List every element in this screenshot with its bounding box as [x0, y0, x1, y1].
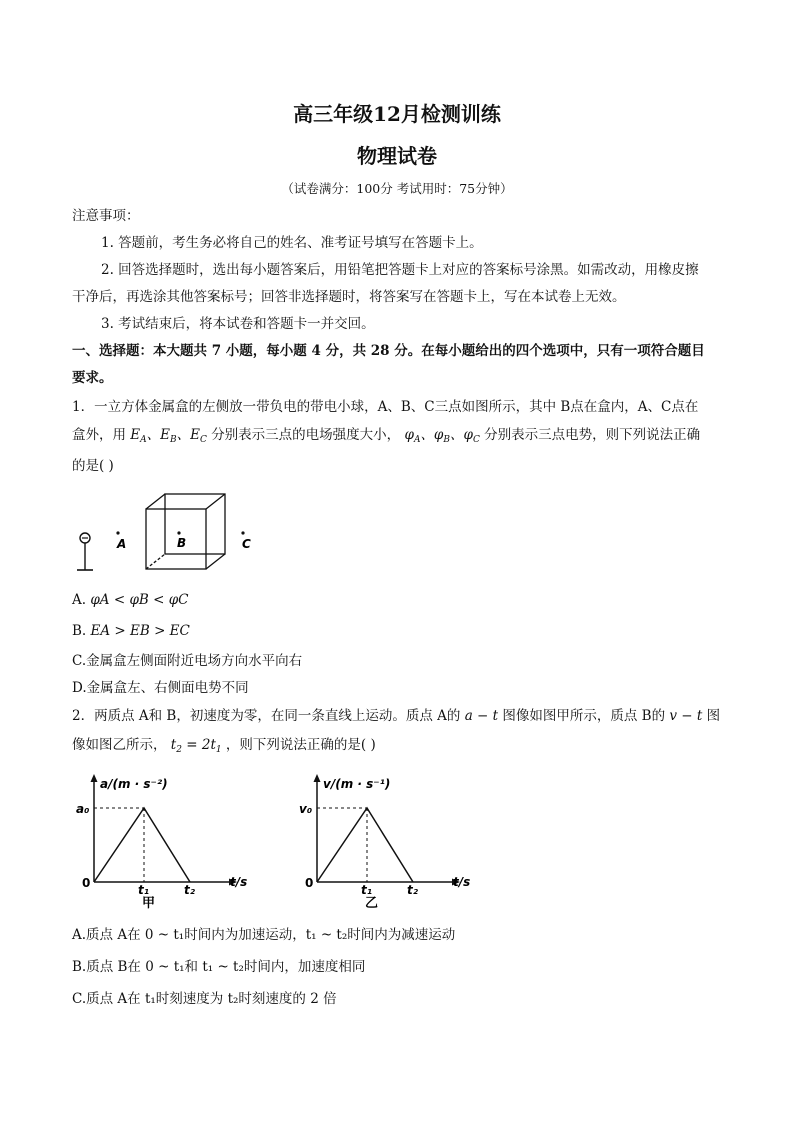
q1-stem-part-c: 分别表示三点电势，则下列说法正确 — [484, 427, 701, 443]
q1-option-d: D.金属盒左、右侧面电势不同 — [72, 680, 249, 696]
q2-option-b: B.质点 B在 0 ~ t₁和 t₁ ~ t₂时间内，加速度相同 — [72, 959, 366, 975]
point-a-label: A — [117, 537, 127, 551]
q1-figure — [70, 490, 270, 590]
q2-graph-a — [72, 770, 262, 910]
graph-a-xlabel: t/s — [230, 875, 248, 889]
q1-option-a: A. φA < φB < φC — [72, 592, 189, 608]
q1-stem-line1: 1．一立方体金属盒的左侧放一带负电的带电小球，A、B、C三点如图所示，其中 B点在盒内，A、C点在 — [72, 399, 699, 415]
notice-item-1: 1. 答题前，考生务必将自己的姓名、准考证号填写在答题卡上。 — [101, 235, 483, 251]
point-b-dot — [177, 531, 180, 534]
graph-a-t2: t₂ — [184, 883, 195, 897]
graph-a-curve — [94, 808, 190, 882]
q2-stem-line1: 2．两质点 A和 B，初速度为零，在同一条直线上运动。质点 A的 a − t 图像如图甲所示，质点 B的 v − t 图 — [72, 708, 721, 724]
q1-stem-part-b: 分别表示三点的电场强度大小， — [211, 427, 401, 443]
q2-option-c: C.质点 A在 t₁时刻速度为 t₂时刻速度的 2 倍 — [72, 991, 337, 1007]
point-b-label: B — [177, 536, 187, 550]
notice-heading: 注意事项： — [72, 208, 140, 224]
exam-title: 高三年级12月检测训练 — [293, 102, 501, 126]
notice-item-2: 2. 回答选择题时，选出每小题答案后，用铅笔把答题卡上对应的答案标号涂黑。如需改动，用橡皮擦 — [101, 262, 699, 278]
graph-b-curve — [317, 808, 413, 882]
graph-b-origin: 0 — [305, 876, 314, 890]
graph-b-peak-label: v₀ — [299, 802, 313, 816]
graph-a-peak-label: a₀ — [76, 802, 90, 816]
graph-a-ylabel: a/(m · s⁻²) — [100, 777, 168, 791]
exam-subject: 物理试卷 — [357, 144, 437, 168]
graph-a-caption: 甲 — [142, 896, 156, 910]
graph-a-origin: 0 — [82, 876, 91, 890]
q1-stem-line3: 的是( ) — [72, 458, 114, 474]
q1-option-c: C.金属盒左侧面附近电场方向水平向右 — [72, 653, 303, 669]
metal-box-cube — [146, 494, 225, 569]
section-heading-cont: 要求。 — [72, 370, 113, 386]
q2-stem-line2: 像如图乙所示， $t_2 = 2t_1$ ，则下列说法正确的是( ) — [72, 737, 376, 755]
q1-option-b: B. EA > EB > EC — [72, 623, 190, 639]
q1-stem-part-a: 盒外，用 — [72, 427, 126, 443]
notice-item-3: 3. 考试结束后，将本试卷和答题卡一并交回。 — [101, 316, 375, 332]
graph-b-t2: t₂ — [407, 883, 418, 897]
charged-ball-stand-icon — [77, 533, 93, 570]
q1-stem-line2: 盒外，用 $E_A$、$E_B$、$E_C$ 分别表示三点的电场强度大小， $\varphi_A$、$\varphi_B$、$\varphi_C$ 分别表示三点电势，则下列说法正确 — [72, 427, 701, 445]
graph-b-ylabel: v/(m · s⁻¹) — [323, 777, 391, 791]
q2-option-a: A.质点 A在 0 ~ t₁时间内为加速运动，t₁ ~ t₂时间内为减速运动 — [72, 927, 456, 943]
point-a-dot — [116, 531, 119, 534]
point-c-label: C — [242, 537, 251, 551]
notice-item-2-cont: 干净后，再选涂其他答案标号；回答非选择题时，将答案写在答题卡上，写在本试卷上无效。 — [72, 289, 626, 305]
graph-b-caption: 乙 — [365, 896, 379, 910]
q2-graph-b — [295, 770, 485, 910]
graph-a-t1: t₁ — [138, 883, 149, 897]
section-heading: 一、选择题：本大题共 7 小题，每小题 4 分，共 28 分。在每小题给出的四个选项中，只有一项符合题目 — [72, 343, 705, 359]
exam-info: （试卷满分：100分 考试用时：75分钟） — [281, 181, 513, 196]
graph-b-xlabel: t/s — [453, 875, 471, 889]
graph-b-t1: t₁ — [361, 883, 372, 897]
point-c-dot — [241, 531, 244, 534]
